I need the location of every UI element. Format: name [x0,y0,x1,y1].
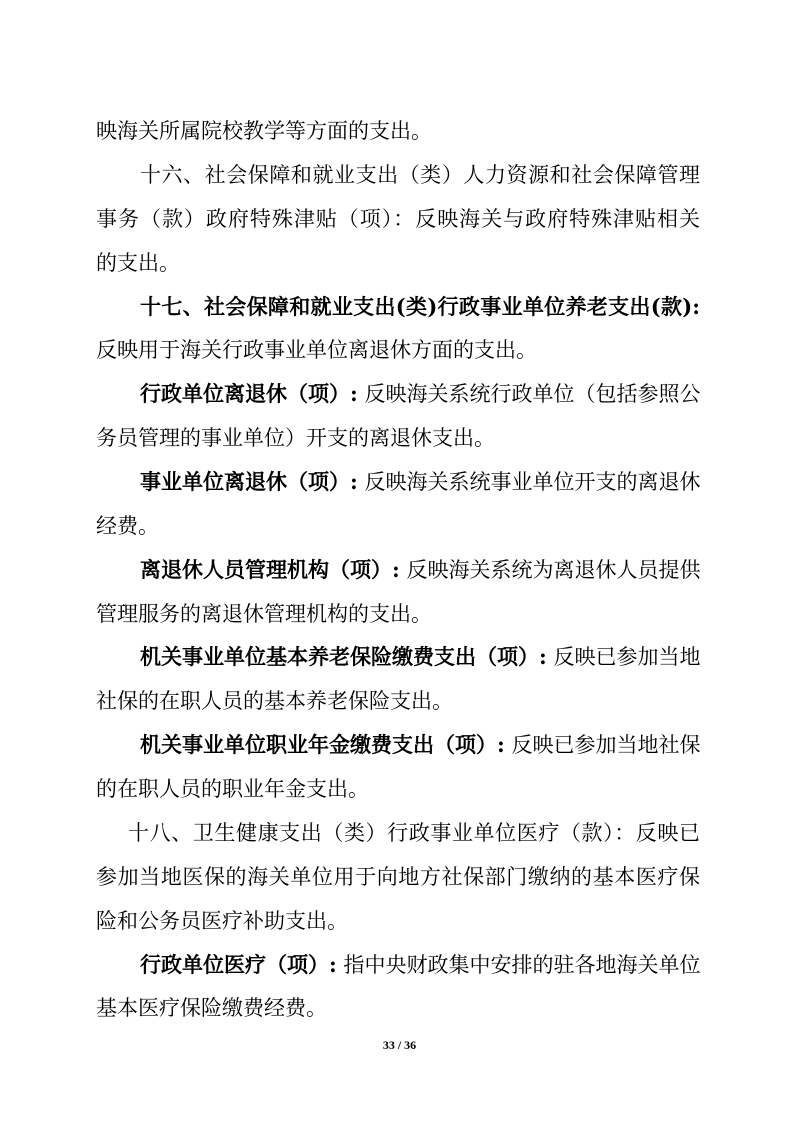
text-line: 事业单位离退休（项）: 反映海关系统事业单位开支的离退休 [140,469,700,494]
text-line: 参加当地医保的海关单位用于向地方社保部门缴纳的基本医疗保 [96,865,700,889]
text-line: 行政单位医疗（项）: 指中央财政集中安排的驻各地海关单位 [140,952,700,977]
text-line: 十八、卫生健康支出（类）行政事业单位医疗（款）：反映已 [128,821,700,845]
text-line: 十六、社会保障和就业支出（类）人力资源和社会保障管理 [140,163,700,187]
text-line: 反映用于海关行政事业单位离退休方面的支出。 [96,338,537,362]
text-line: 行政单位离退休（项）: 反映海关系统行政单位（包括参照公 [140,381,700,406]
text-line: 的在职人员的职业年金支出。 [96,777,369,801]
item-title: 机关事业单位职业年金缴费支出（项）: [140,732,505,757]
text-line: 机关事业单位基本养老保险缴费支出（项）: 反映已参加当地 [140,644,700,669]
text-line: 机关事业单位职业年金缴费支出（项）: 反映已参加当地社保 [140,732,700,757]
text-line: 管理服务的离退休管理机构的支出。 [96,602,432,626]
text-line: 事务（款）政府特殊津贴（项）：反映海关与政府特殊津贴相关 [96,207,700,231]
text-line: 社保的在职人员的基本养老保险支出。 [96,689,453,713]
text-line: 险和公务员医疗补助支出。 [96,909,348,933]
text-line: 基本医疗保险缴费经费。 [96,996,327,1020]
text-line: 映海关所属院校教学等方面的支出。 [96,119,432,143]
section-heading: 十七、社会保障和就业支出(类)行政事业单位养老支出(款): [140,294,700,319]
text-line: 经费。 [96,514,159,538]
page-number: 33 / 36 [382,1038,417,1052]
item-title: 行政单位离退休（项）: [140,381,358,406]
item-title: 机关事业单位基本养老保险缴费支出（项）: [140,644,547,669]
text-line: 的支出。 [96,251,180,275]
item-title: 事业单位离退休（项）: [140,469,358,494]
text-line: 离退休人员管理机构（项）: 反映海关系统为离退休人员提供 [140,557,700,582]
item-title: 行政单位医疗（项）: [140,952,337,977]
text-line: 务员管理的事业单位）开支的离退休支出。 [96,426,495,450]
item-title: 离退休人员管理机构（项）: [140,557,400,582]
